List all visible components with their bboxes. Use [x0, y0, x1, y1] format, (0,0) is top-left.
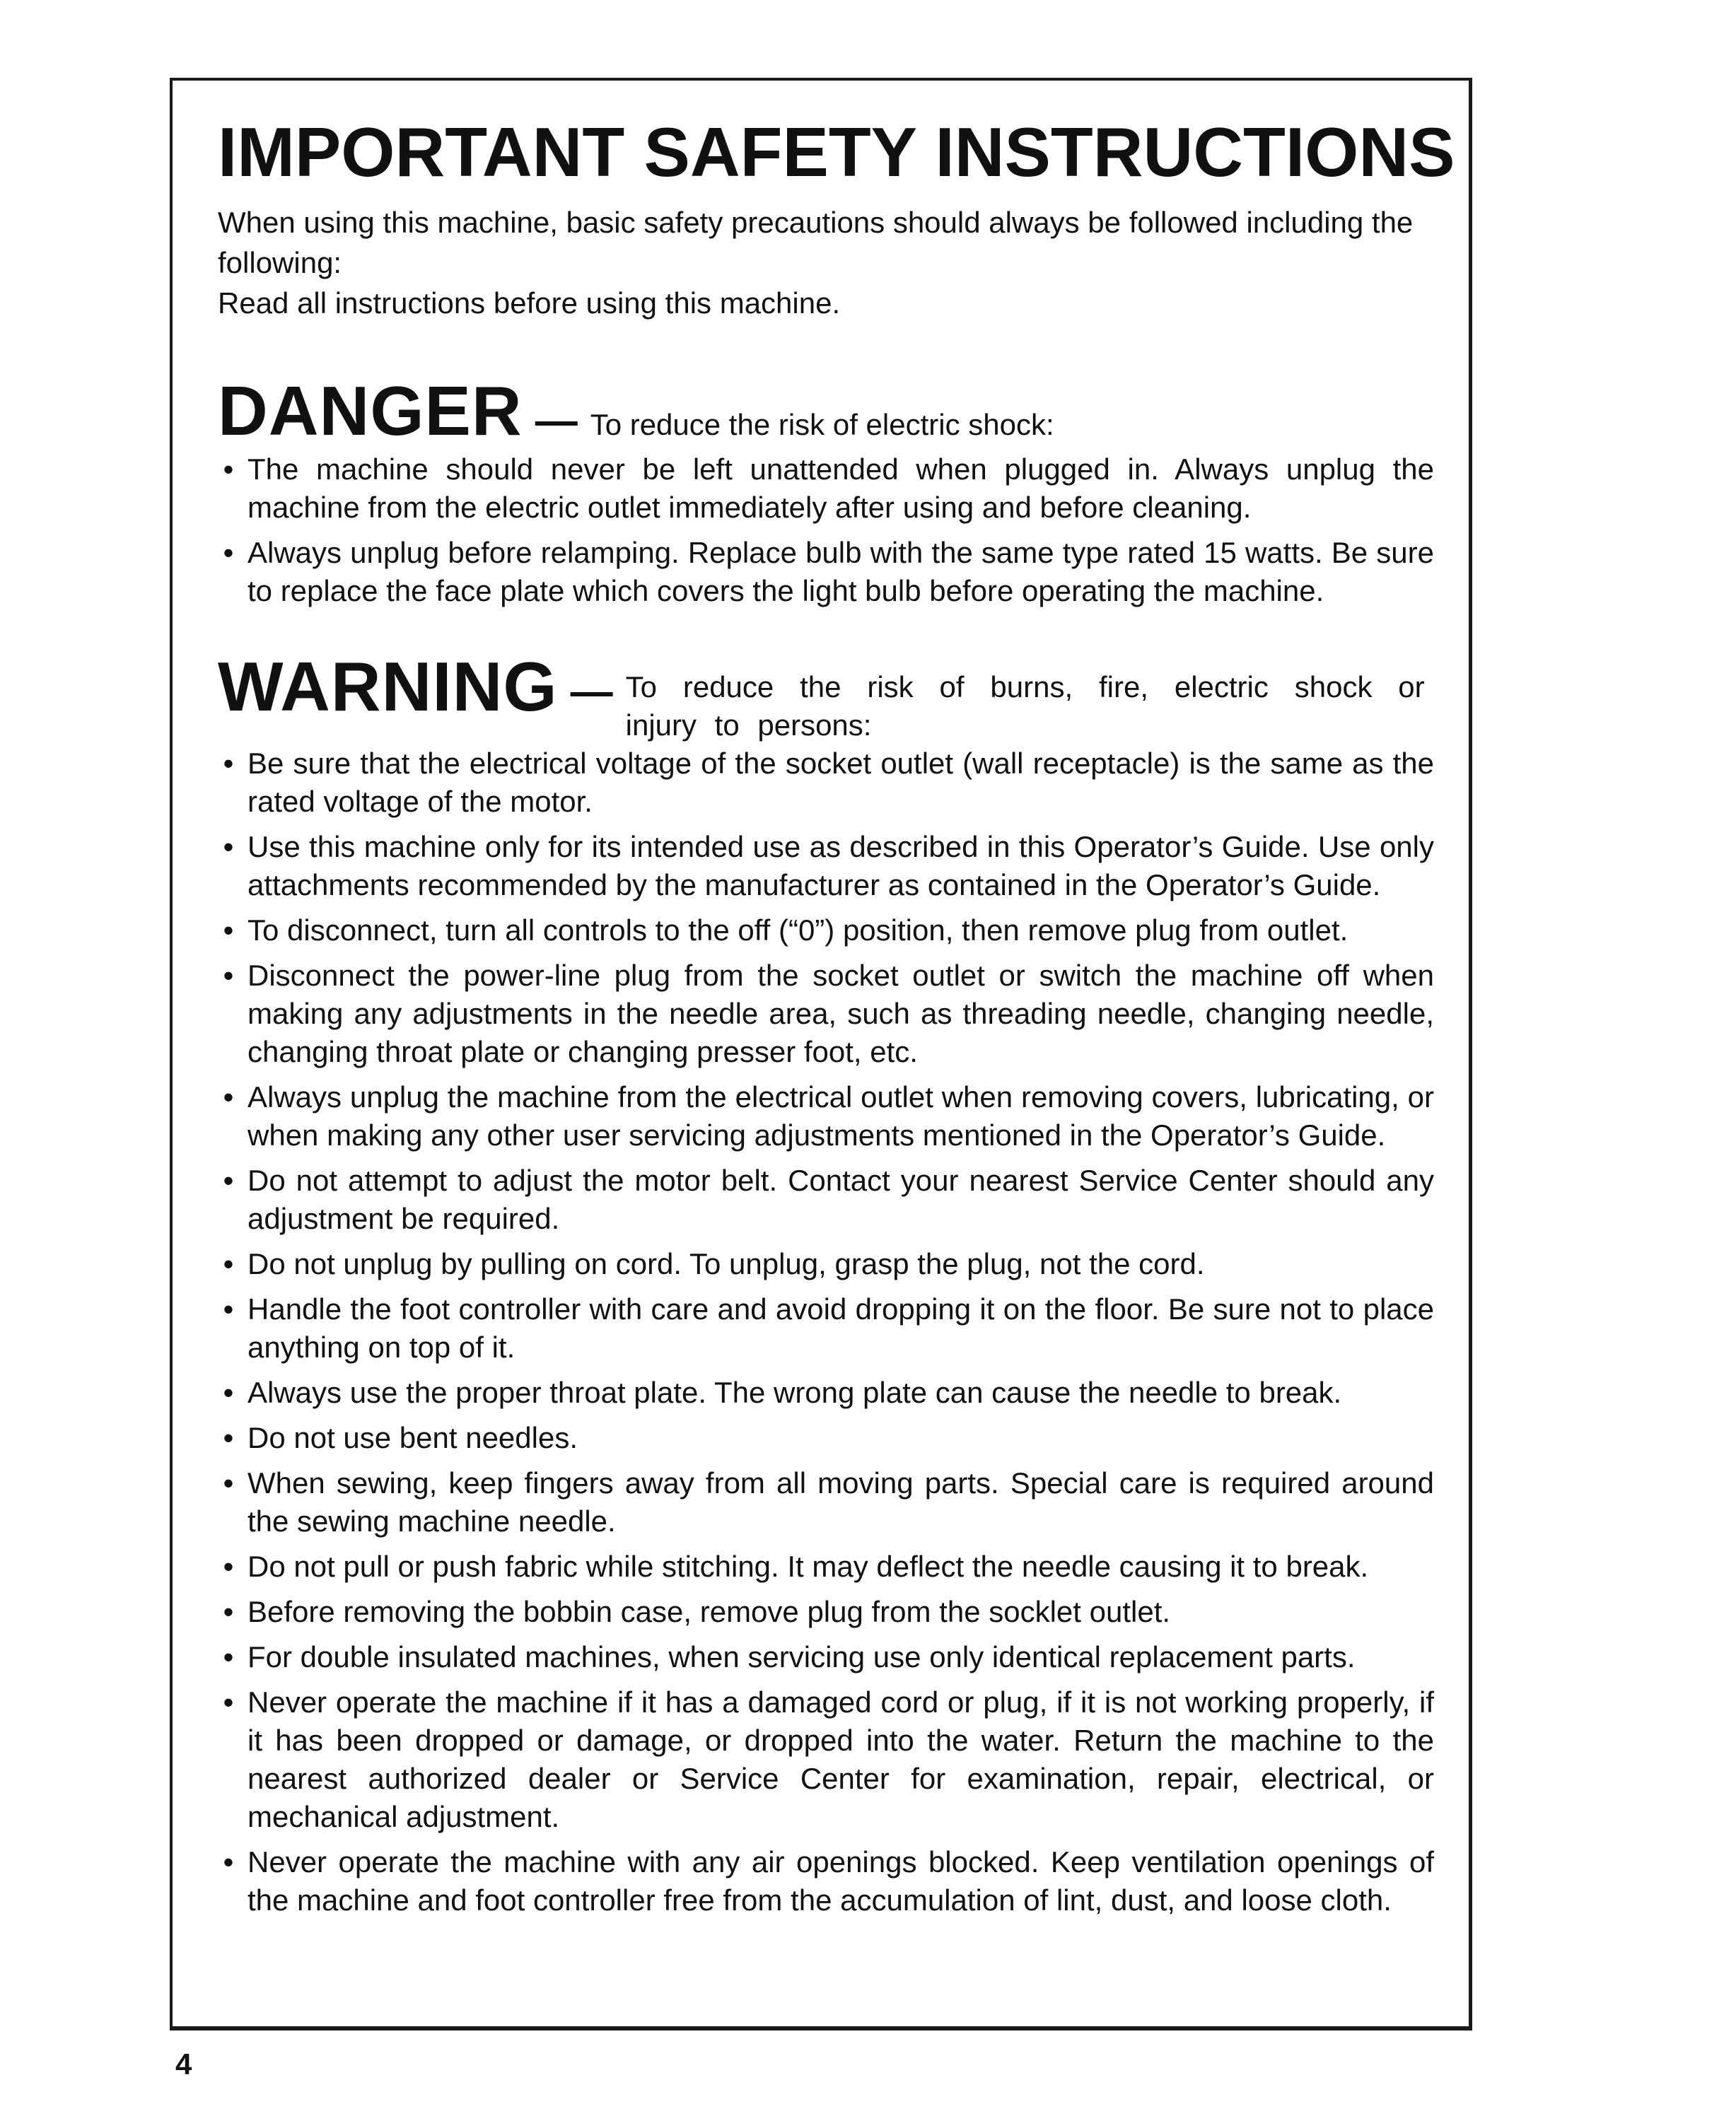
list-item [218, 1464, 1434, 1541]
bullet-icon: • [223, 452, 234, 486]
bullet-icon: • [223, 913, 234, 947]
list-item [218, 1548, 1434, 1586]
list-item [218, 1419, 1434, 1457]
list-item-text: Do not attempt to adjust the motor belt. Contact your nearest Service Center should any adjustment be required. [247, 1164, 1434, 1235]
list-item [218, 534, 1434, 610]
list-item-text: Handle the foot controller with care and avoid dropping it on the floor. Be sure not to place anything on top of it. [247, 1292, 1434, 1364]
bullet-icon: • [223, 1421, 234, 1454]
list-item [218, 1078, 1434, 1155]
danger-heading-row [218, 372, 1434, 450]
list-item-text: Use this machine only for its intended use as described in this Operator’s Guide. Use only attachments recommended by the manufacturer as contained in the Operator’s Guide. [247, 830, 1434, 901]
bullet-icon: • [223, 830, 234, 863]
list-item [218, 1245, 1434, 1283]
list-item [218, 450, 1434, 527]
intro-read-all: Read all instructions before using this machine. [218, 286, 841, 320]
list-item-text: Do not use bent needles. [247, 1421, 578, 1454]
list-item [218, 1843, 1434, 1920]
list-item [218, 1290, 1434, 1367]
bullet-icon: • [223, 1685, 234, 1719]
danger-heading: DANGER [218, 372, 523, 450]
bullet-icon: • [223, 536, 234, 569]
list-item [218, 1638, 1434, 1676]
list-item-text: The machine should never be left unattended when plugged in. Always unplug the machine from the electric outlet immediately after using and before cleaning. [247, 452, 1434, 524]
danger-subtitle: To reduce the risk of electric shock: [590, 408, 1054, 441]
list-item-text: Never operate the machine if it has a damaged cord or plug, if it is not working properly, if it has been dropped or damage, or dropped into the water. Return the machine to the nearest authorized dealer or Service Center for examination, repair, electrical, or mechanical adjustment. [247, 1685, 1434, 1833]
list-item [218, 1593, 1434, 1631]
danger-dash: — [535, 397, 578, 444]
bullet-icon: • [223, 1845, 234, 1878]
bullet-icon: • [223, 1164, 234, 1197]
list-item-text: Do not unplug by pulling on cord. To unplug, grasp the plug, not the cord. [247, 1247, 1205, 1280]
list-item [218, 957, 1434, 1071]
list-item-text: Disconnect the power-line plug from the socket outlet or switch the machine off when making any adjustments in the needle area, such as threading needle, changing needle, changing throat plate or changing presser foot, etc. [247, 959, 1434, 1068]
bullet-icon: • [223, 1080, 234, 1114]
list-item-text: Never operate the machine with any air openings blocked. Keep ventilation openings of the machine and foot controller free from the accumulation of lint, dust, and loose cloth. [247, 1845, 1434, 1917]
bullet-icon: • [223, 1640, 234, 1673]
list-item-text: Do not pull or push fabric while stitching. It may deflect the needle causing it to break. [247, 1550, 1369, 1583]
safety-instructions-content [218, 113, 1455, 1927]
list-item-text: Be sure that the electrical voltage of the socket outlet (wall receptacle) is the same as the rated voltage of the motor. [247, 747, 1434, 818]
list-item [218, 744, 1434, 821]
bullet-icon: • [223, 1595, 234, 1628]
list-item-text: For double insulated machines, when servicing use only identical replacement parts. [247, 1640, 1356, 1673]
bullet-icon: • [223, 1247, 234, 1280]
intro-text: When using this machine, basic safety precautions should always be followed including the following: [218, 206, 1414, 279]
warning-subtitle: To reduce the risk of burns, fire, electric shock or injury to persons: [625, 670, 1425, 742]
warning-heading-row [218, 648, 1434, 744]
list-item [218, 1162, 1434, 1238]
page-number: 4 [175, 2047, 192, 2081]
danger-list [218, 450, 1434, 610]
list-item [218, 1374, 1434, 1412]
warning-dash: — [570, 667, 613, 715]
list-item-text: Always unplug the machine from the electrical outlet when removing covers, lubricating, or when making any other user servicing adjustments mentioned in the Operator’s Guide. [247, 1080, 1434, 1152]
list-item-text: Always use the proper throat plate. The wrong plate can cause the needle to break. [247, 1376, 1342, 1409]
list-item-text: Always unplug before relamping. Replace bulb with the same type rated 15 watts. Be sure to replace the face plate which covers the light bulb before operating the machine. [247, 536, 1434, 607]
warning-list [218, 744, 1434, 1920]
warning-heading: WARNING [218, 648, 558, 725]
bullet-icon: • [223, 959, 234, 992]
page-title: IMPORTANT SAFETY INSTRUCTIONS [218, 113, 1455, 191]
list-item-text: Before removing the bobbin case, remove plug from the socklet outlet. [247, 1595, 1171, 1628]
bullet-icon: • [223, 1550, 234, 1583]
list-item [218, 828, 1434, 904]
list-item-text: When sewing, keep fingers away from all moving parts. Special care is required around the sewing machine needle. [247, 1466, 1434, 1538]
bullet-icon: • [223, 747, 234, 780]
bullet-icon: • [223, 1376, 234, 1409]
bullet-icon: • [223, 1466, 234, 1500]
list-item [218, 911, 1434, 950]
bullet-icon: • [223, 1292, 234, 1326]
list-item-text: To disconnect, turn all controls to the off (“0”) position, then remove plug from outlet. [247, 913, 1348, 947]
list-item [218, 1683, 1434, 1836]
